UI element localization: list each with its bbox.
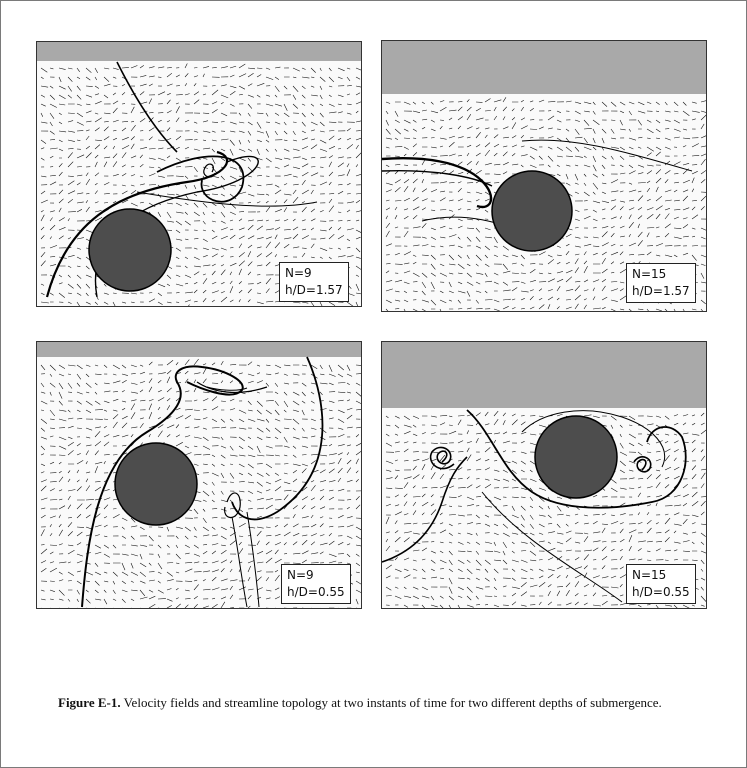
cylinder [89, 209, 171, 291]
n-label: N=15 [632, 568, 667, 582]
label-box [626, 263, 696, 303]
panel-top-left [36, 41, 362, 307]
cylinder [492, 171, 572, 251]
panel-bottom-left [36, 341, 362, 609]
cylinder [535, 416, 617, 498]
free-surface-band [37, 342, 361, 357]
panel-top-right [381, 40, 707, 312]
n-label: N=9 [287, 568, 314, 582]
hd-label: h/D=1.57 [285, 283, 343, 297]
caption-label: Figure E-1. [58, 695, 121, 710]
panel-bottom-right [381, 341, 707, 609]
streamlines [47, 62, 317, 297]
free-surface-band [37, 42, 361, 61]
label-box [279, 262, 349, 302]
hd-label: h/D=1.57 [632, 284, 690, 298]
figure-caption [58, 694, 713, 711]
n-label: N=15 [632, 267, 667, 281]
label-box [626, 564, 696, 604]
label-box [281, 564, 351, 604]
hd-label: h/D=0.55 [287, 585, 345, 599]
free-surface-band [382, 342, 706, 408]
caption-text: Velocity fields and streamline topology at two instants of time for two different depths of submergence. [120, 695, 662, 710]
cylinder [115, 443, 197, 525]
hd-label: h/D=0.55 [632, 585, 690, 599]
n-label: N=9 [285, 266, 312, 280]
free-surface-band [382, 41, 706, 94]
